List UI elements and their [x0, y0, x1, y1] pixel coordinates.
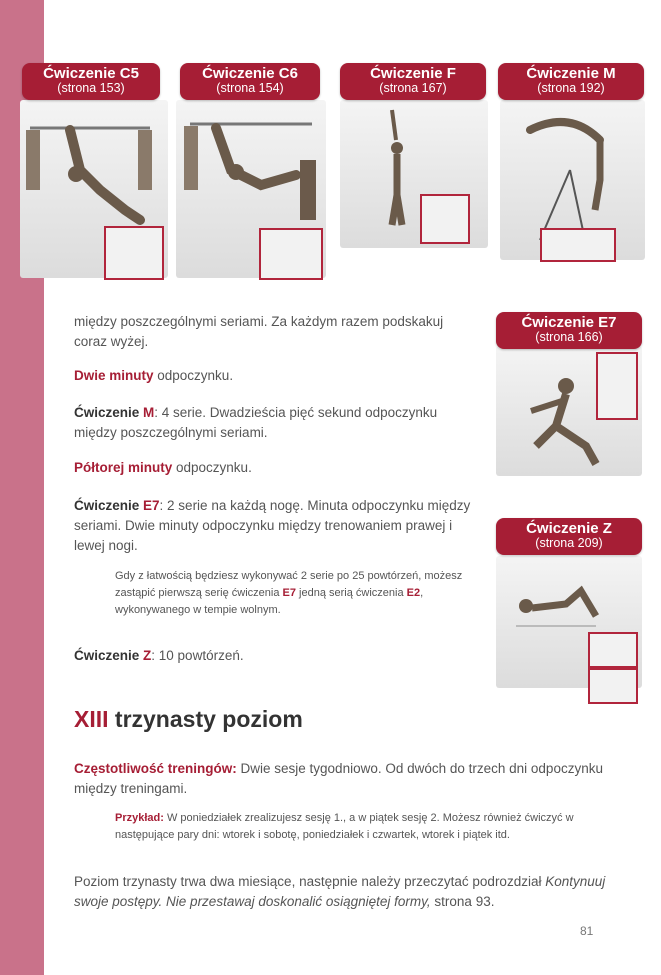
exercise-page-ref: (strona 154): [216, 80, 284, 95]
paragraph-text: Poziom trzynasty trwa dwa miesiące, następnie należy przeczytać podrozdział: [74, 874, 546, 889]
exercise-inset-c5: [104, 226, 164, 280]
paragraph-text: : 10 powtórzeń.: [151, 648, 244, 663]
exercise-code: E7: [282, 587, 296, 599]
page-number: 81: [580, 924, 594, 938]
exercise-title: Ćwiczenie M: [526, 65, 616, 82]
exercise-label: Ćwiczenie: [74, 498, 144, 513]
paragraph-rest-two-minutes: [74, 366, 478, 386]
emphasis-text: Dwie minuty: [74, 368, 154, 383]
paragraph-exercise-m: [74, 403, 478, 443]
exercise-badge-e7: [496, 312, 642, 349]
section-title: trzynasty poziom: [108, 706, 303, 732]
exercise-badge-m: [498, 63, 644, 100]
paragraph-text: : 2 serie na każdą nogę. Minuta odpoczynku między seriami. Dwie minuty odpoczynku między trenowaniem prawej i lewej nogi.: [74, 498, 471, 553]
exercise-code: E2: [406, 587, 421, 599]
note-text: W poniedziałek zrealizujesz sesję 1., a w piątek sesję 2. Możesz również ćwiczyć w następujące pary dni: wtorek i sobotę, poniedziałek i czwartek, wtorek i piątek itd.: [115, 812, 574, 841]
example-label: Przykład:: [115, 812, 164, 824]
exercise-title: Ćwiczenie F: [370, 65, 456, 82]
exercise-page-ref: (strona 209): [535, 535, 603, 550]
exercise-page-ref: (strona 153): [57, 80, 125, 95]
paragraph-text: odpoczynku.: [153, 368, 234, 383]
exercise-label: Ćwiczenie: [74, 648, 144, 663]
exercise-inset-f: [420, 194, 470, 244]
exercise-title: Ćwiczenie C5: [43, 65, 139, 82]
paragraph-continued: [74, 312, 478, 352]
exercise-page-ref: (strona 166): [535, 329, 603, 344]
paragraph-text: : 4 serie. Dwadzieścia pięć sekund odpoczynku między poszczególnymi seriami.: [74, 405, 438, 440]
exercise-title: Ćwiczenie C6: [202, 65, 298, 82]
paragraph-frequency: [74, 759, 606, 799]
paragraph-final: [74, 872, 614, 912]
exercise-label: Ćwiczenie: [74, 405, 144, 420]
exercise-badge-c5: [22, 63, 160, 100]
paragraph-rest-one-half-minutes: [74, 458, 478, 478]
exercise-code: Z: [143, 648, 152, 663]
paragraph-text: odpoczynku.: [172, 460, 252, 475]
chapter-reference: Kontynuuj swoje postępy. Nie przestawaj doskonalić osiągniętej formy,: [74, 874, 606, 909]
note-progression: [115, 568, 477, 619]
exercise-code: M: [143, 405, 155, 420]
exercise-inset-z-top: [588, 632, 638, 668]
exercise-title: Ćwiczenie Z: [526, 520, 612, 537]
emphasis-text: Półtorej minuty: [74, 460, 173, 475]
exercise-inset-e7: [596, 352, 638, 420]
exercise-code: E7: [143, 498, 160, 513]
exercise-page-ref: (strona 167): [379, 80, 447, 95]
exercise-inset-z-bottom: [588, 668, 638, 704]
frequency-label: Częstotliwość treningów:: [74, 761, 237, 776]
paragraph-text: strona 93.: [430, 894, 495, 909]
section-number: XIII: [74, 706, 109, 732]
section-heading: [74, 706, 303, 733]
note-text: Gdy z łatwością będziesz wykonywać 2 serie po 25 powtórzeń, możesz zastąpić pierwszą serię ćwiczenia: [115, 570, 463, 599]
exercise-badge-c6: [180, 63, 320, 100]
exercise-page-ref: (strona 192): [537, 80, 605, 95]
exercise-title: Ćwiczenie E7: [521, 314, 617, 331]
exercise-inset-c6: [259, 228, 323, 280]
note-example: [115, 810, 575, 844]
exercise-inset-m: [540, 228, 616, 262]
paragraph-text: Dwie sesje tygodniowo. Od dwóch do trzech dni odpoczynku między treningami.: [74, 761, 603, 796]
paragraph-exercise-e7: [74, 496, 478, 556]
exercise-badge-z: [496, 518, 642, 555]
paragraph-text: między poszczególnymi seriami. Za każdym razem podskakuj coraz wyżej.: [74, 314, 444, 349]
paragraph-exercise-z: [74, 646, 478, 666]
note-text: jedną serią ćwiczenia: [295, 587, 407, 599]
note-text: , wykonywanego w tempie wolnym.: [115, 587, 424, 616]
exercise-badge-f: [340, 63, 486, 100]
